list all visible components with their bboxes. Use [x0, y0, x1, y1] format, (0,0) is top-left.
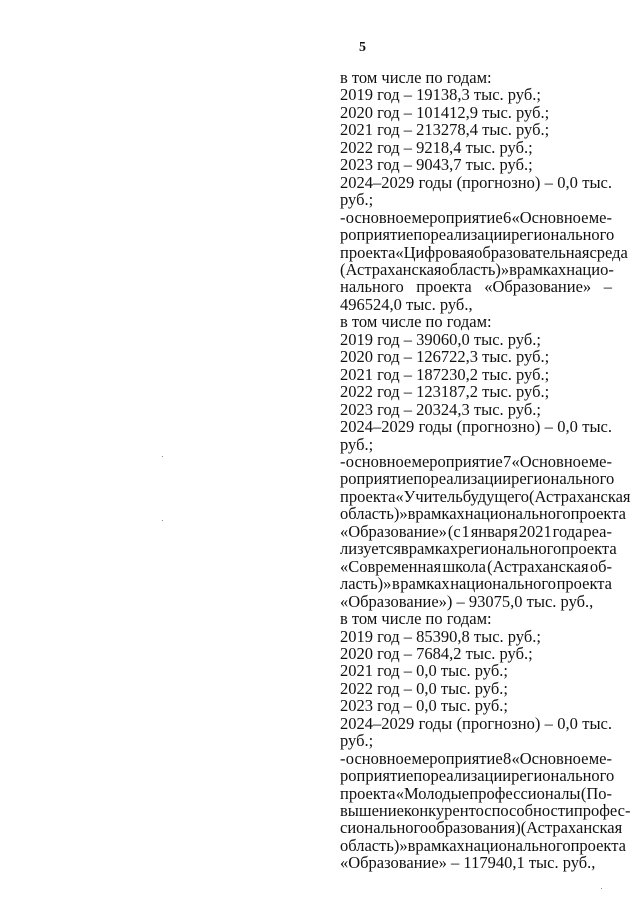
text-line: 2021 год – 187230,2 тыс. руб.;	[340, 364, 550, 384]
text-line: 2019 год – 85390,8 тыс. руб.;	[340, 626, 541, 646]
text-line: - основное мероприятие 8 «Основное ме-	[340, 748, 612, 768]
text-line: сионального образования) (Астраханская	[340, 818, 623, 838]
text-line: - основное мероприятие 6 «Основное ме-	[340, 207, 612, 227]
text-line: проекта «Молодые профессионалы (По-	[340, 783, 612, 803]
text-line: 2019 год – 19138,3 тыс. руб.;	[340, 85, 541, 105]
text-line: нального проекта «Образование» –	[340, 277, 612, 297]
text-line: проекта «Учитель будущего (Астраханская	[340, 486, 631, 506]
text-line: 2019 год – 39060,0 тыс. руб.;	[340, 329, 541, 349]
text-line: лизуется в рамках регионального проекта	[340, 539, 617, 559]
text-line: 2023 год – 9043,7 тыс. руб.;	[340, 155, 533, 175]
text-line: 2022 год – 123187,2 тыс. руб.;	[340, 382, 550, 402]
text-line: 2023 год – 20324,3 тыс. руб.;	[340, 399, 541, 419]
text-line: 2020 год – 7684,2 тыс. руб.;	[340, 643, 533, 663]
text-line: 2022 год – 9218,4 тыс. руб.;	[340, 137, 533, 157]
text-line: «Образование» – 117940,1 тыс. руб.,	[340, 853, 596, 873]
scan-artifact	[601, 888, 602, 889]
text-line: (Астраханская область)» в рамках нацио-	[340, 259, 614, 279]
text-line: 2024–2029 годы (прогнозно) – 0,0 тыс.	[340, 172, 612, 192]
page-number: 5	[359, 40, 366, 55]
text-line: роприятие по реализации регионального	[340, 469, 615, 489]
text-line: в том числе по годам:	[340, 68, 492, 87]
scan-artifact	[162, 456, 163, 457]
text-line: руб.;	[340, 190, 374, 210]
text-line: роприятие по реализации регионального	[340, 766, 615, 786]
text-line: 496524,0 тыс. руб.,	[340, 294, 473, 314]
text-line: ласть)» в рамках национального проекта	[340, 574, 612, 594]
text-line: 2022 год – 0,0 тыс. руб.;	[340, 678, 508, 698]
text-line: - основное мероприятие 7 «Основное ме-	[340, 451, 612, 471]
text-line: 2021 год – 213278,4 тыс. руб.;	[340, 120, 550, 140]
text-line: 2024–2029 годы (прогнозно) – 0,0 тыс.	[340, 417, 612, 437]
scan-artifact	[162, 520, 163, 521]
text-line: в том числе по годам:	[340, 609, 492, 629]
text-line: 2024–2029 годы (прогнозно) – 0,0 тыс.	[340, 713, 612, 733]
text-line: руб.;	[340, 731, 374, 751]
text-line: «Современная школа (Астраханская об-	[340, 556, 612, 576]
text-line: вышение конкурентоспособности профес-	[340, 801, 631, 821]
text-line: 2020 год – 126722,3 тыс. руб.;	[340, 347, 550, 367]
text-line: 2021 год – 0,0 тыс. руб.;	[340, 661, 508, 681]
text-line: 2020 год – 101412,9 тыс. руб.;	[340, 102, 550, 122]
text-line: «Образование») – 93075,0 тыс. руб.,	[340, 591, 594, 611]
text-line: 2023 год – 0,0 тыс. руб.;	[340, 696, 508, 716]
text-line: область)» в рамках национального проекта	[340, 835, 626, 855]
text-line: в том числе по годам:	[340, 312, 492, 332]
text-line: область)» в рамках национального проекта	[340, 504, 626, 524]
text-line: проекта «Цифровая образовательная среда	[340, 242, 628, 262]
text-line: руб.;	[340, 434, 374, 454]
text-line: «Образование» (с 1 января 2021 года реа-	[340, 521, 612, 541]
document-text-column	[340, 68, 631, 873]
text-line: роприятие по реализации регионального	[340, 225, 615, 245]
